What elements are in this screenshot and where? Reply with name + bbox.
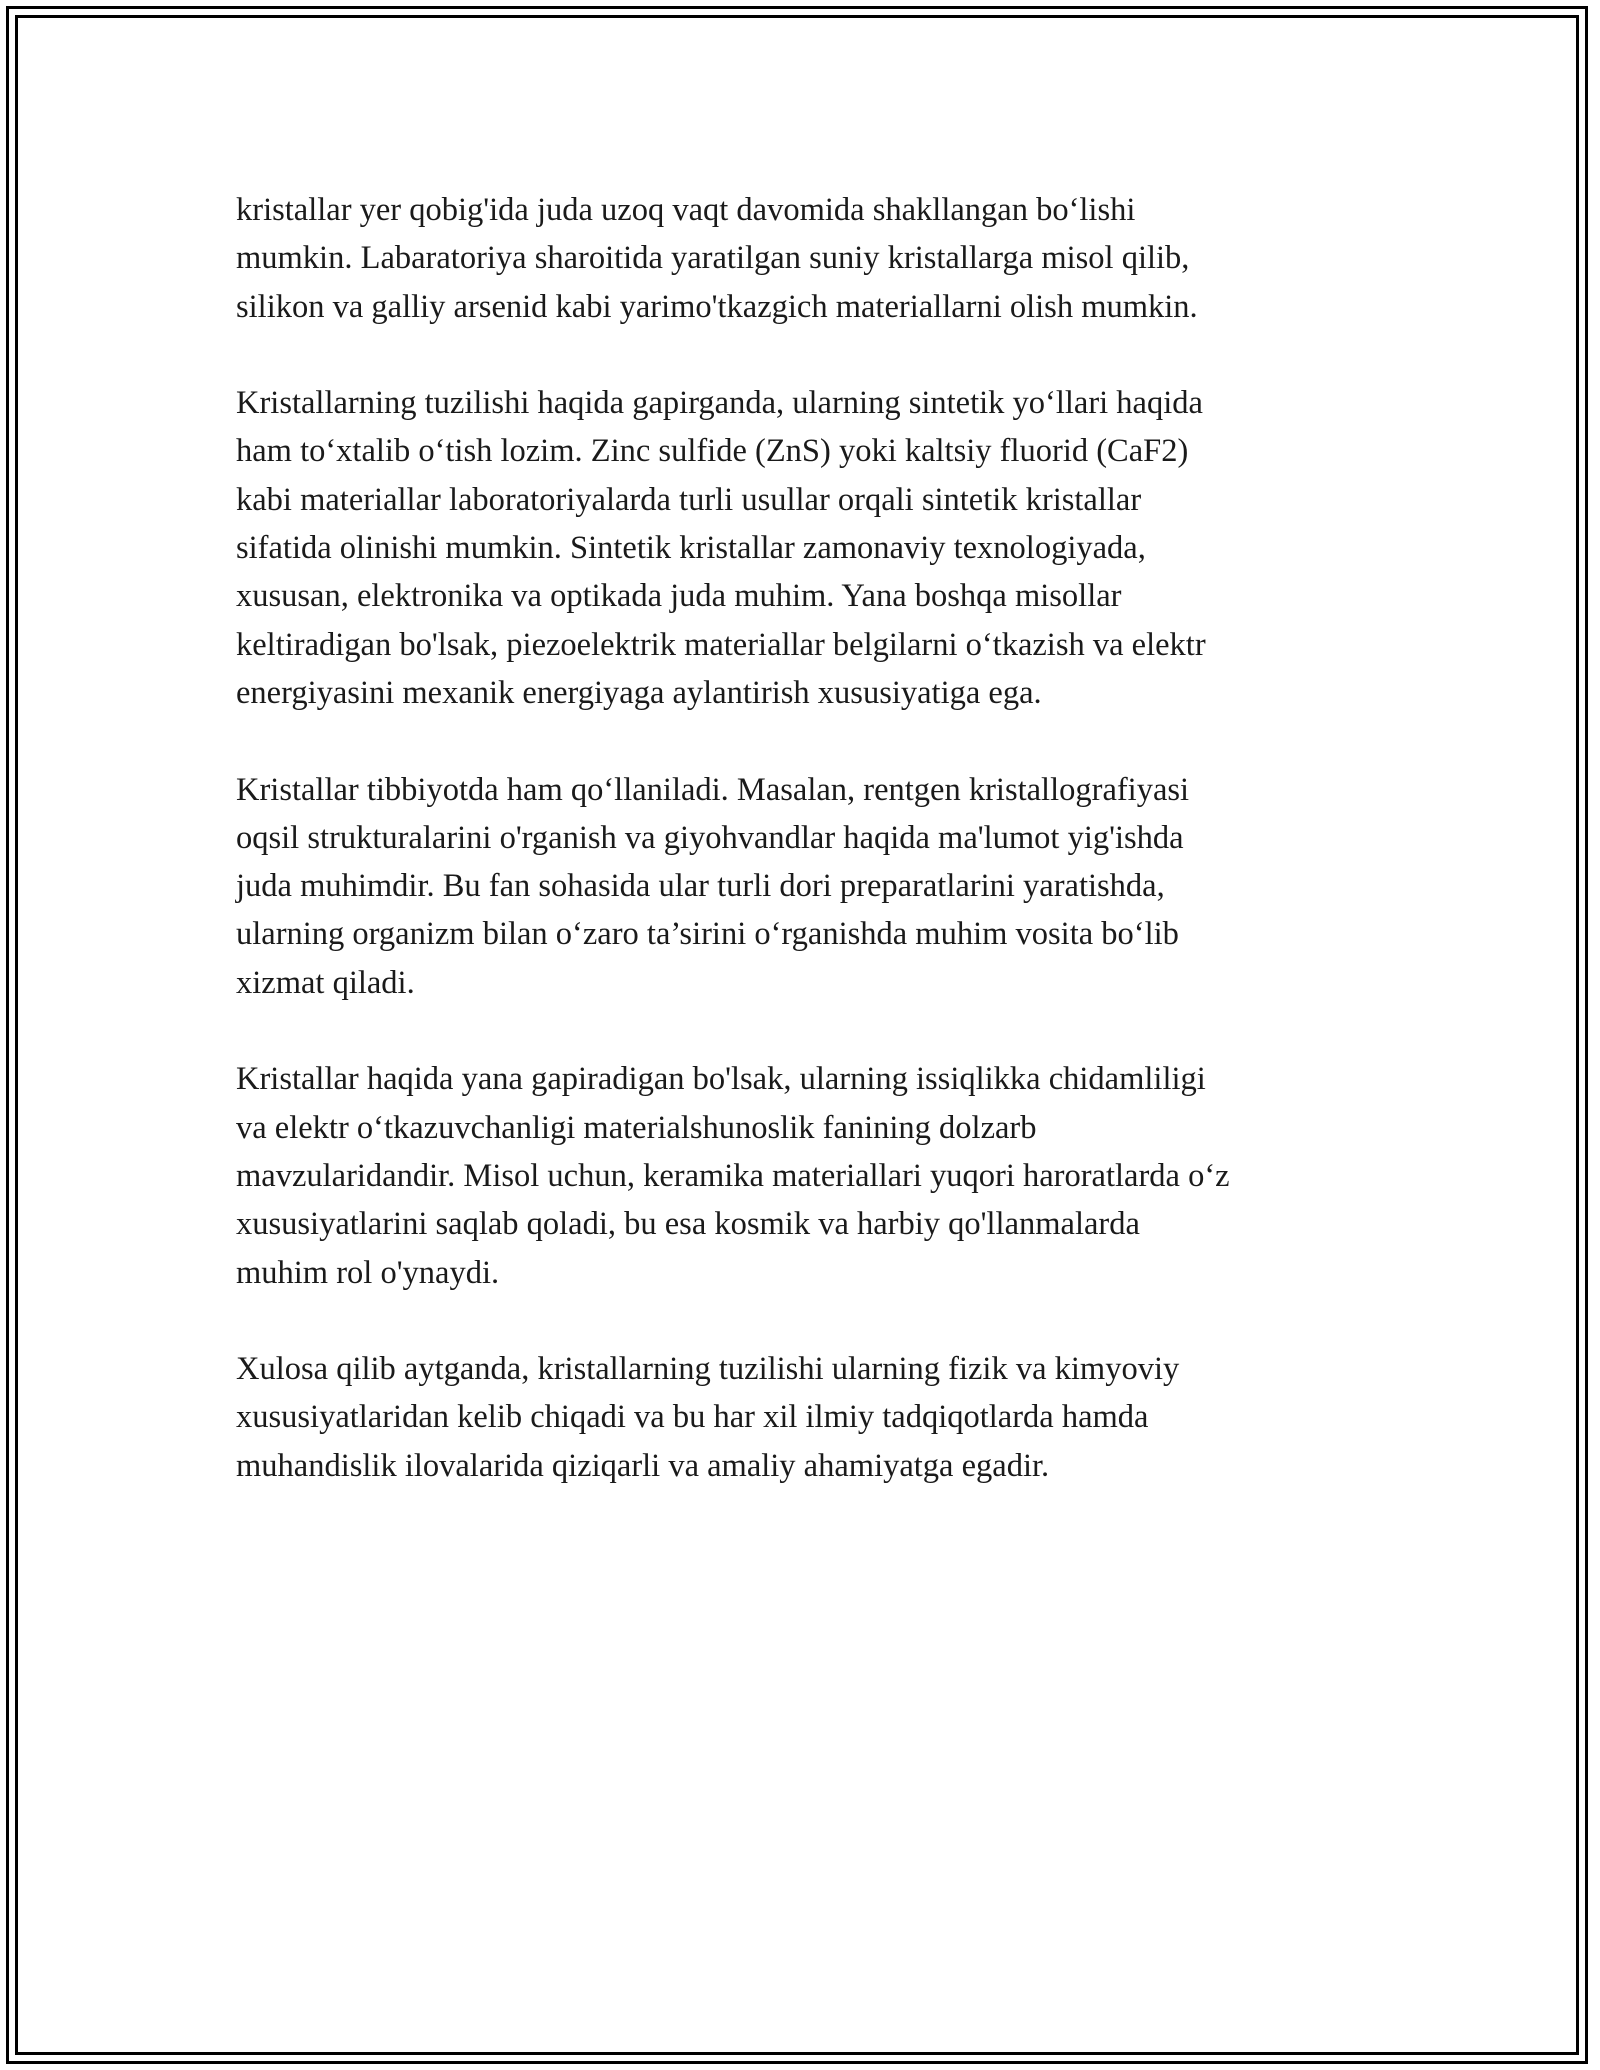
- text-line: mavzularidandir. Misol uchun, keramika materiallari yuqori haroratlarda o‘z: [236, 1157, 1230, 1194]
- text-line: oqsil strukturalarini o'rganish va giyohvandlar haqida ma'lumot yig'ishda: [236, 819, 1184, 856]
- paragraph-5: [236, 1345, 1416, 1490]
- text-line: va elektr o‘tkazuvchanligi materialshunoslik fanining dolzarb: [236, 1109, 1037, 1146]
- text-line: mumkin. Labaratoriya sharoitida yaratilgan suniy kristallarga misol qilib,: [236, 240, 1190, 277]
- text-line: Kristallar tibbiyotda ham qo‘llaniladi. Masalan, rentgen kristallografiyasi: [236, 771, 1190, 808]
- document-body: [236, 186, 1416, 1538]
- text-line: keltiradigan bo'lsak, piezoelektrik materiallar belgilarni o‘tkazish va elektr: [236, 626, 1206, 663]
- text-line: xizmat qiladi.: [236, 964, 415, 1001]
- text-line: ham to‘xtalib o‘tish lozim. Zinc sulfide (ZnS) yoki kaltsiy fluorid (CaF2): [236, 433, 1189, 470]
- text-line: Kristallar haqida yana gapiradigan bo'lsak, ularning issiqlikka chidamliligi: [236, 1061, 1206, 1098]
- paragraph-2: [236, 379, 1416, 717]
- text-line: muhandislik ilovalarida qiziqarli va amaliy ahamiyatga egadir.: [236, 1447, 1050, 1484]
- text-line: kristallar yer qobig'ida juda uzoq vaqt davomida shakllangan bo‘lishi: [236, 192, 1136, 228]
- text-line: energiyasini mexanik energiyaga aylantirish xususiyatiga ega.: [236, 674, 1042, 711]
- paragraph-1: [236, 186, 1416, 331]
- text-line: xususiyatlarini saqlab qoladi, bu esa kosmik va harbiy qo'llanmalarda: [236, 1206, 1140, 1243]
- text-line: juda muhimdir. Bu fan sohasida ular turli dori preparatlarini yaratishda,: [236, 868, 1165, 905]
- text-line: Kristallarning tuzilishi haqida gapirganda, ularning sintetik yo‘llari haqida: [236, 385, 1203, 422]
- text-line: silikon va galliy arsenid kabi yarimo'tkazgich materiallarni olish mumkin.: [236, 288, 1198, 325]
- paragraph-3: [236, 766, 1416, 1007]
- text-line: muhim rol o'ynaydi.: [236, 1254, 500, 1291]
- text-line: kabi materiallar laboratoriyalarda turli usullar orqali sintetik kristallar: [236, 481, 1142, 518]
- text-line: sifatida olinishi mumkin. Sintetik kristallar zamonaviy texnologiyada,: [236, 530, 1146, 567]
- text-line: xususan, elektronika va optikada juda muhim. Yana boshqa misollar: [236, 578, 1122, 615]
- paragraph-4: [236, 1055, 1416, 1296]
- text-line: xususiyatlaridan kelib chiqadi va bu har xil ilmiy tadqiqotlarda hamda: [236, 1399, 1149, 1436]
- text-line: Xulosa qilib aytganda, kristallarning tuzilishi ularning fizik va kimyoviy: [236, 1351, 1180, 1388]
- text-line: ularning organizm bilan o‘zaro ta’sirini o‘rganishda muhim vosita bo‘lib: [236, 916, 1179, 953]
